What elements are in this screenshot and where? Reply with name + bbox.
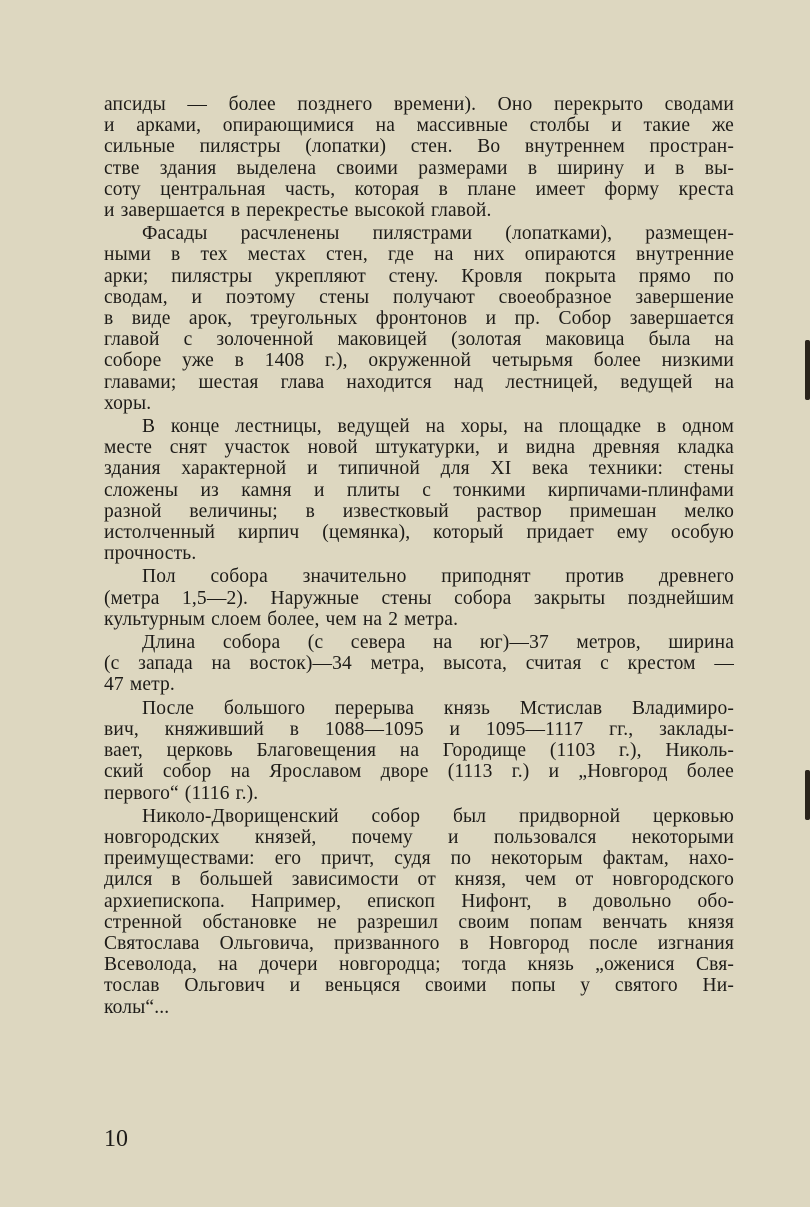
- text-line: арки; пилястры укрепляют стену. Кровля покрыта прямо по: [104, 265, 734, 287]
- text-line: вает, церковь Благовещения на Городище (1103 г.), Николь-: [104, 740, 734, 762]
- text-line: стренной обстановке не разрешил своим попам венчать князя: [104, 911, 734, 933]
- text-line: 47 метр.: [104, 674, 175, 696]
- text-line: архиепископа. Например, епископ Нифонт, в довольно обо-: [104, 890, 734, 912]
- text-line: колы“...: [104, 996, 170, 1018]
- text-line: ными в тех местах стен, где на них опираются внутренние: [104, 244, 734, 266]
- text-line: апсиды — более позднего времени). Оно перекрыто сводами: [104, 94, 734, 115]
- page-edge-mark: [805, 340, 810, 400]
- paragraph-7: [104, 806, 734, 1018]
- text-line: (метра 1,5—2). Наружные стены собора закрыты позднейшим: [104, 587, 734, 609]
- text-line: в виде арок, треугольных фронтонов и пр. Собор завершается: [104, 308, 734, 330]
- text-line: здания характерной и типичной для XI века техники: стены: [104, 458, 734, 480]
- text-line: соборе уже в 1408 г.), окруженной четырьмя более низкими: [104, 350, 734, 372]
- page-number: 10: [104, 1126, 128, 1152]
- text-line: Святослава Ольговича, призванного в Новгород после изгнания: [104, 932, 734, 954]
- text-line: В конце лестницы, ведущей на хоры, на площадке в одном: [142, 416, 734, 438]
- text-line: культурным слоем более, чем на 2 метра.: [104, 608, 459, 630]
- text-line: хоры.: [104, 392, 152, 414]
- text-line: (с запада на восток)—34 метра, высота, считая с крестом —: [104, 653, 734, 675]
- text-line: месте снят участок новой штукатурки, и видна древняя кладка: [104, 437, 734, 459]
- text-line: истолченный кирпич (цемянка), который придает ему особую: [104, 522, 734, 544]
- text-line: разной величины; в известковый раствор примешан мелко: [104, 500, 734, 522]
- text-line: Длина собора (с севера на юг)—37 метров, ширина: [142, 632, 734, 654]
- text-line: Николо-Дворищенский собор был придворной церковью: [142, 805, 734, 827]
- paragraph-4: [104, 566, 734, 630]
- text-line: ский собор на Ярославом дворе (1113 г.) и „Новгород более: [104, 761, 734, 783]
- text-line: главами; шестая глава находится над лестницей, ведущей на: [104, 371, 734, 393]
- text-line: Всеволода, на дочери новгородца; тогда князь „оженися Свя-: [104, 954, 734, 976]
- text-body: [104, 94, 734, 1020]
- paragraph-5: [104, 632, 734, 696]
- paragraph-6: [104, 698, 734, 804]
- text-line: новгородских князей, почему и пользовался некоторыми: [104, 826, 734, 848]
- text-line: преимуществами: его причт, судя по некоторым фактам, нахо-: [104, 848, 734, 870]
- text-line: сложены из камня и плиты с тонкими кирпичами-плинфами: [104, 479, 734, 501]
- text-line: Пол собора значительно приподнят против древнего: [142, 566, 734, 588]
- text-line: Фасады расчленены пилястрами (лопатками), размещен-: [142, 223, 734, 245]
- text-line: тослав Ольгович и веньцяся своими попы у святого Ни-: [104, 975, 734, 997]
- text-line: и арками, опирающимися на массивные столбы и такие же: [104, 115, 734, 137]
- text-line: прочность.: [104, 543, 197, 565]
- text-line: первого“ (1116 г.).: [104, 782, 259, 804]
- text-line: сильные пилястры (лопатки) стен. Во внутреннем простран-: [104, 136, 734, 158]
- text-line: дился в большей зависимости от князя, чем от новгородского: [104, 869, 734, 891]
- text-line: сводам, и поэтому стены получают своеобразное завершение: [104, 286, 734, 308]
- text-line: стве здания выделена своими размерами в ширину и в вы-: [104, 157, 734, 179]
- text-line: вич, княживший в 1088—1095 и 1095—1117 гг., заклады-: [104, 718, 734, 740]
- paragraph-3: [104, 416, 734, 564]
- text-line: главой с золоченной маковицей (золотая маковица была на: [104, 329, 734, 351]
- text-line: соту центральная часть, которая в плане имеет форму креста: [104, 178, 734, 200]
- text-line: После большого перерыва князь Мстислав Владимиро-: [142, 697, 734, 719]
- paragraph-1: [104, 94, 734, 221]
- paragraph-2: [104, 223, 734, 414]
- page-edge-mark: [805, 770, 810, 820]
- text-line: и завершается в перекрестье высокой главой.: [104, 200, 492, 222]
